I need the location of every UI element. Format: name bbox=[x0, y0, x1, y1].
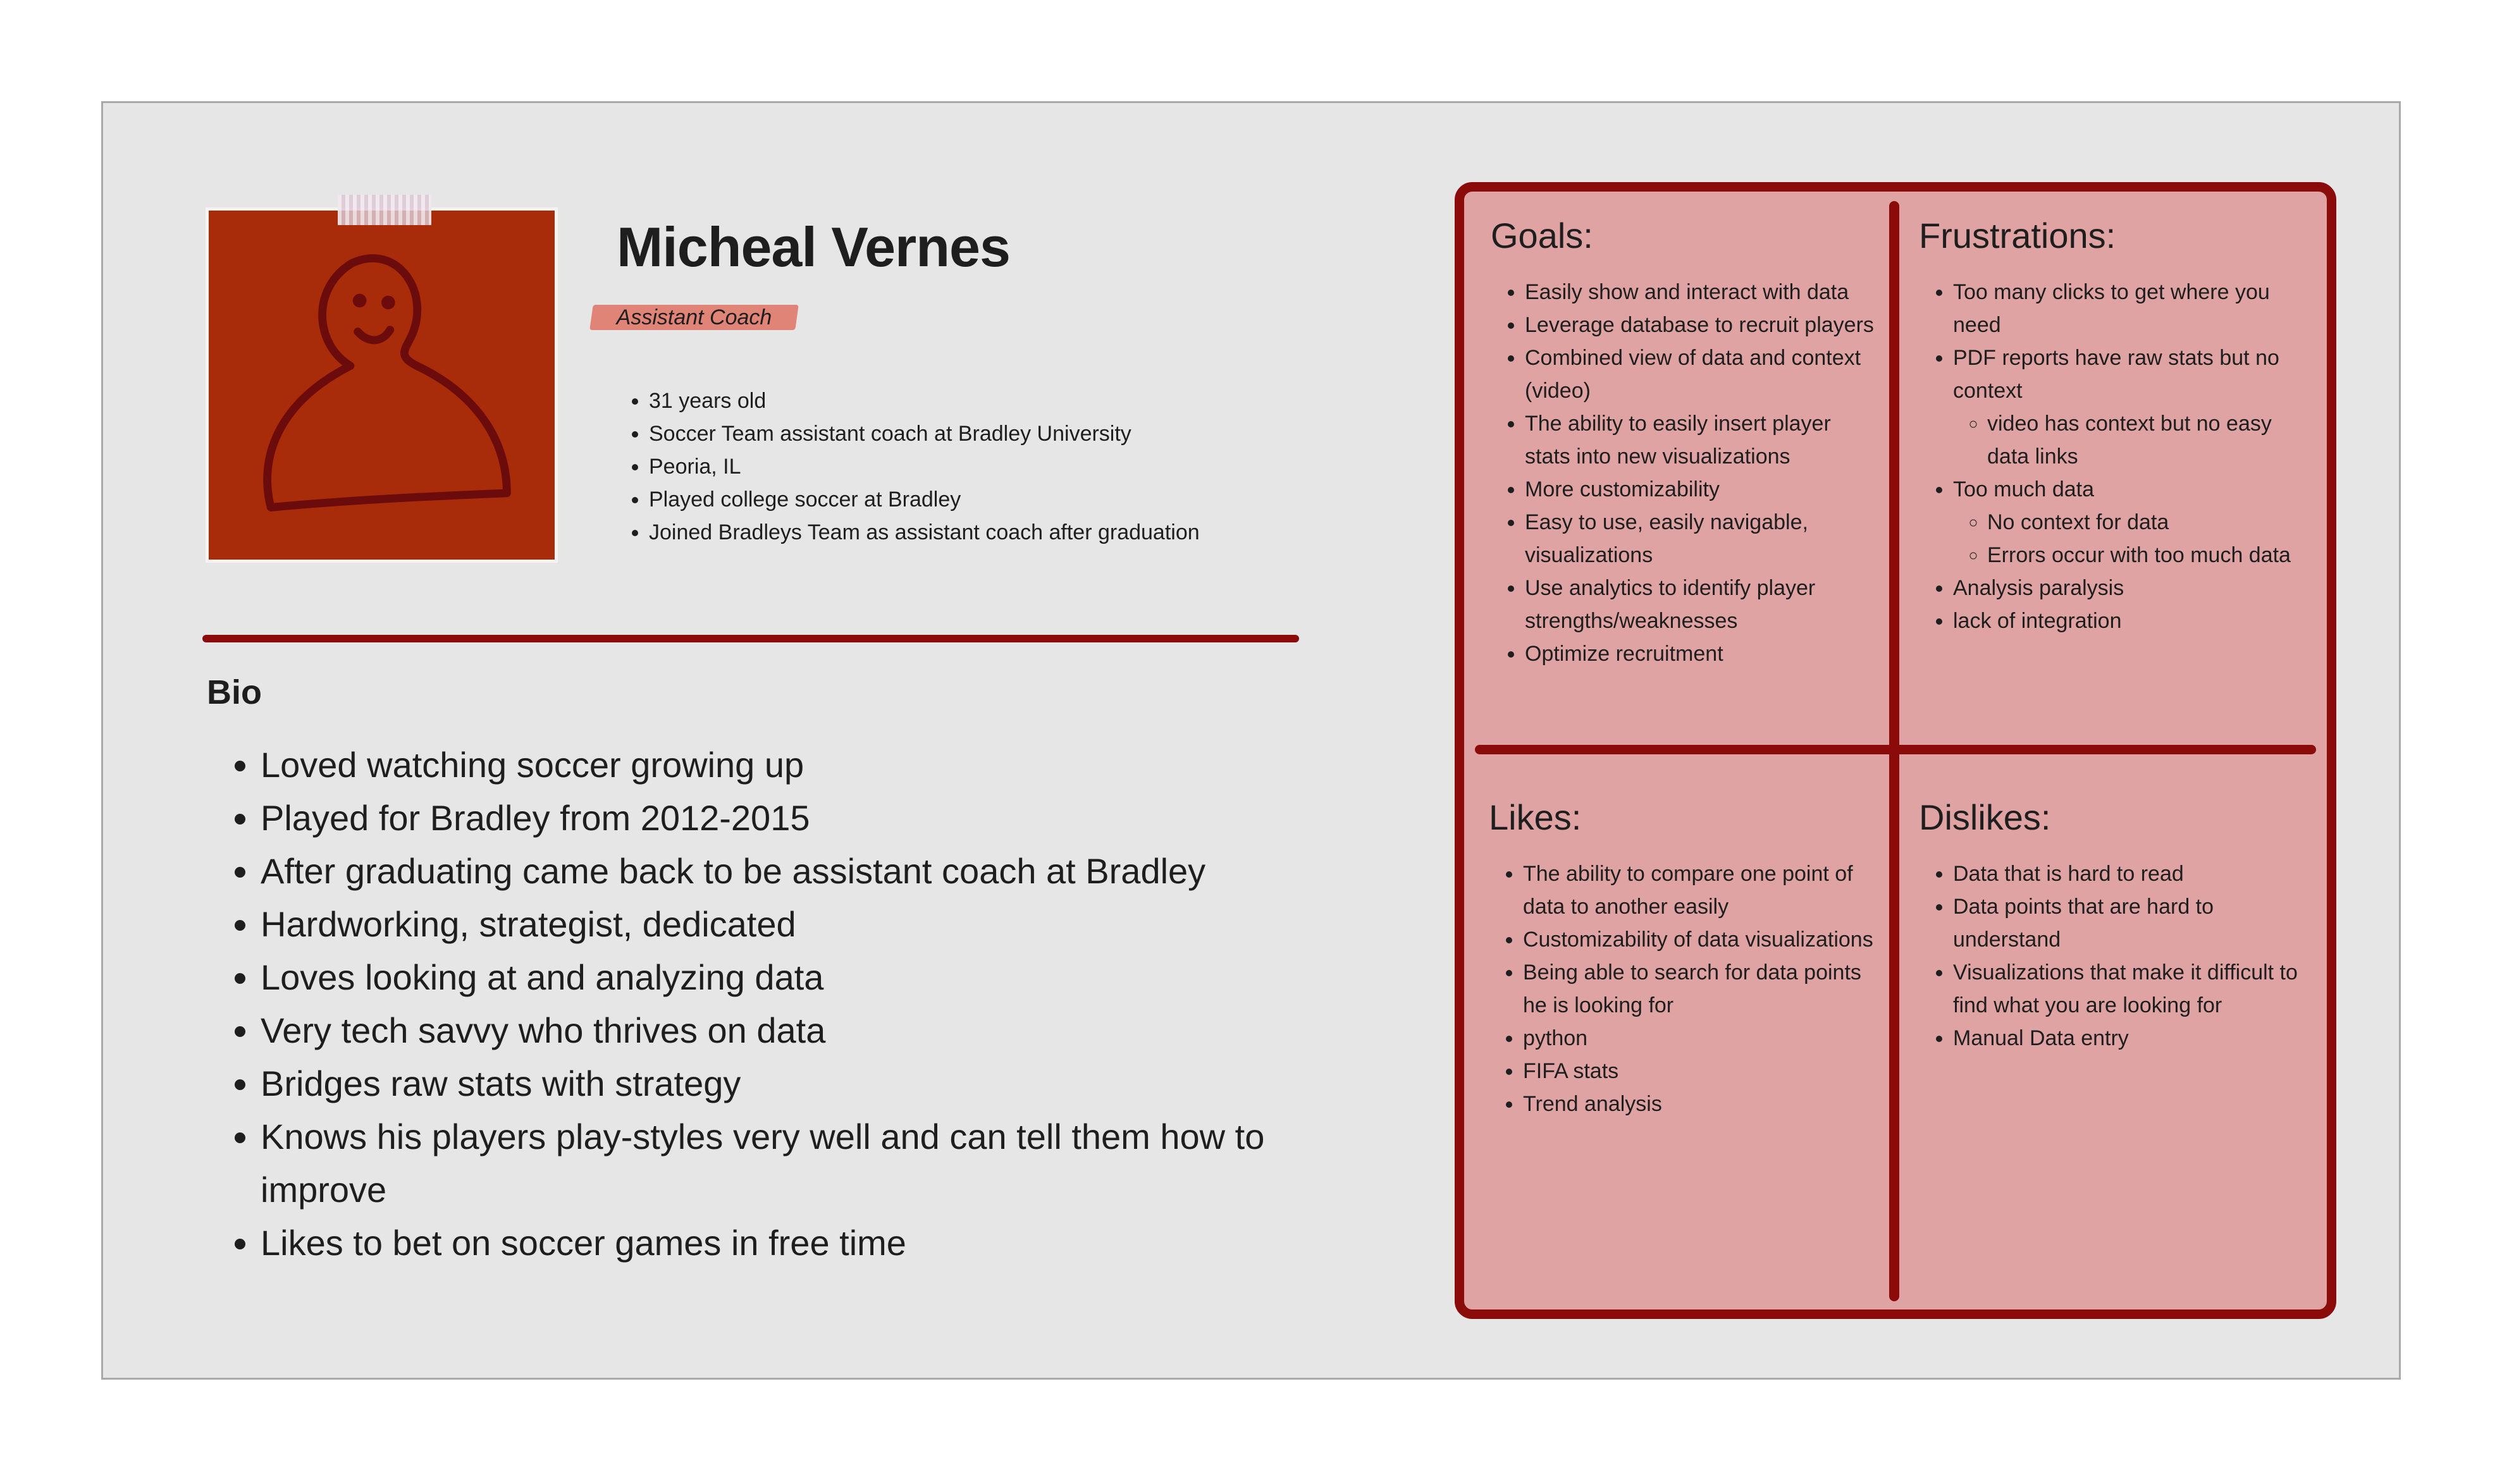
bio-item: • Knows his players play-styles very well and can tell them how to improve bbox=[261, 1110, 1298, 1217]
frustration-item: • lack of integration bbox=[1953, 604, 2311, 637]
dislikes-list bbox=[1919, 857, 2317, 1055]
photo-tape bbox=[338, 195, 431, 225]
fact-item: • Peoria, IL bbox=[649, 450, 1200, 483]
dislike-item: • Data that is hard to read bbox=[1953, 857, 2317, 890]
frustration-item: • Too much data ◦ No context for data ◦ Errors occur with too much data bbox=[1953, 473, 2311, 572]
frustration-sublist bbox=[1953, 407, 2311, 473]
like-item: • FIFA stats bbox=[1523, 1055, 1875, 1088]
frustration-subitem: ◦ No context for data bbox=[1987, 506, 2311, 539]
bio-list bbox=[221, 739, 1298, 1270]
frustration-item: • Analysis paralysis bbox=[1953, 572, 2311, 604]
role-label: Assistant Coach bbox=[616, 305, 772, 329]
goal-item: • Optimize recruitment bbox=[1525, 637, 1876, 670]
fact-item: • 31 years old bbox=[649, 384, 1200, 417]
frustrations-heading: Frustrations: bbox=[1919, 216, 2116, 255]
fact-item: • Joined Bradleys Team as assistant coach after graduation bbox=[649, 516, 1200, 549]
like-item: • The ability to compare one point of data to another easily bbox=[1523, 857, 1875, 923]
frustration-item: • Too many clicks to get where you need bbox=[1953, 276, 2311, 341]
frustration-subitem: ◦ video has context but no easy data links bbox=[1987, 407, 2311, 473]
bio-item: • Bridges raw stats with strategy bbox=[261, 1057, 1298, 1110]
likes-heading: Likes: bbox=[1489, 797, 1582, 837]
goal-item: • The ability to easily insert player stats into new visualizations bbox=[1525, 407, 1876, 473]
dislike-item: • Manual Data entry bbox=[1953, 1022, 2317, 1055]
fact-item: • Soccer Team assistant coach at Bradley University bbox=[649, 417, 1200, 450]
goal-item: • Leverage database to recruit players bbox=[1525, 309, 1876, 341]
likes-list bbox=[1489, 857, 1875, 1120]
frustration-item: • PDF reports have raw stats but no context ◦ video has context but no easy data links bbox=[1953, 341, 2311, 473]
frustrations-list bbox=[1919, 276, 2311, 637]
facts-list bbox=[615, 384, 1200, 549]
bio-item: • Very tech savvy who thrives on data bbox=[261, 1004, 1298, 1057]
dislikes-heading: Dislikes: bbox=[1919, 797, 2051, 837]
avatar bbox=[206, 207, 558, 563]
goal-item: • Easily show and interact with data bbox=[1525, 276, 1876, 309]
bio-heading: Bio bbox=[207, 673, 262, 711]
goal-item: • More customizability bbox=[1525, 473, 1876, 506]
likes-section bbox=[1489, 795, 1875, 1120]
frustrations-section bbox=[1919, 214, 2311, 637]
section-divider bbox=[202, 635, 1299, 642]
goals-heading: Goals: bbox=[1491, 216, 1593, 255]
goals-list bbox=[1491, 276, 1876, 670]
bio-item: • After graduating came back to be assistant coach at Bradley bbox=[261, 845, 1298, 898]
bio-item: • Loved watching soccer growing up bbox=[261, 739, 1298, 792]
like-item: • python bbox=[1523, 1022, 1875, 1055]
like-item: • Customizability of data visualizations bbox=[1523, 923, 1875, 956]
like-item: • Trend analysis bbox=[1523, 1088, 1875, 1120]
bio-item: • Hardworking, strategist, dedicated bbox=[261, 898, 1298, 951]
fact-item: • Played college soccer at Bradley bbox=[649, 483, 1200, 516]
goal-item: • Use analytics to identify player strengths/weaknesses bbox=[1525, 572, 1876, 637]
goal-item: • Easy to use, easily navigable, visualizations bbox=[1525, 506, 1876, 572]
bio-item: • Played for Bradley from 2012-2015 bbox=[261, 792, 1298, 845]
dislike-item: • Data points that are hard to understand bbox=[1953, 890, 2317, 956]
dislike-item: • Visualizations that make it difficult to find what you are looking for bbox=[1953, 956, 2317, 1022]
goals-section bbox=[1491, 214, 1876, 670]
person-doodle-icon bbox=[209, 211, 555, 560]
goal-item: • Combined view of data and context (video) bbox=[1525, 341, 1876, 407]
frustration-subitem: ◦ Errors occur with too much data bbox=[1987, 539, 2311, 572]
bio-item: • Likes to bet on soccer games in free time bbox=[261, 1217, 1298, 1270]
dislikes-section bbox=[1919, 795, 2317, 1055]
matrix-horizontal-divider bbox=[1475, 745, 2316, 754]
like-item: • Being able to search for data points he is looking for bbox=[1523, 956, 1875, 1022]
persona-name: Micheal Vernes bbox=[617, 216, 1010, 278]
role-tag bbox=[589, 305, 799, 330]
bio-item: • Loves looking at and analyzing data bbox=[261, 951, 1298, 1004]
frustration-sublist bbox=[1953, 506, 2311, 572]
